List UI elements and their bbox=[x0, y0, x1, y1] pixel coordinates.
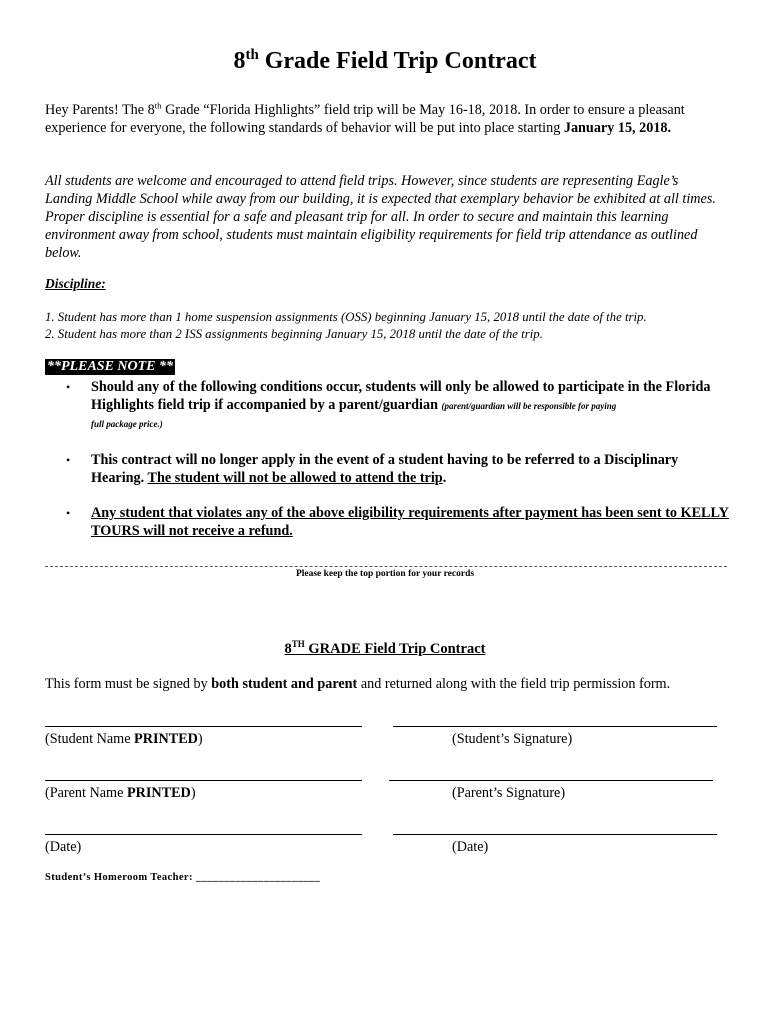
note-bullet-2-underlined: The student will not be allowed to attend the trip bbox=[147, 470, 443, 486]
intro-superscript: th bbox=[154, 100, 162, 111]
intro-paragraph bbox=[45, 101, 717, 137]
form-instructions-1: This form must be signed by bbox=[45, 676, 212, 692]
date-label-left: (Date) bbox=[45, 839, 82, 855]
bullet-icon: • bbox=[66, 380, 71, 394]
student-name-label-b: PRINTED bbox=[134, 731, 198, 747]
form-title bbox=[0, 641, 770, 658]
form-instructions-bold: both student and parent bbox=[211, 676, 358, 692]
intro-start-date: January 15, 2018. bbox=[563, 120, 672, 136]
note-bullet-1-text: Should any of the following conditions occur, students will only be allowed to participate in the Florida Highlights field trip if accompanied by a parent/guardian bbox=[91, 379, 711, 413]
parent-name-label-c: ) bbox=[190, 785, 196, 801]
cut-line-divider bbox=[45, 566, 727, 567]
discipline-heading: Discipline: bbox=[45, 276, 106, 291]
parent-name-label-a: (Parent Name bbox=[45, 785, 127, 801]
student-signature-label: (Student’s Signature) bbox=[452, 731, 573, 747]
parent-signature-line[interactable] bbox=[389, 780, 713, 781]
student-signature-line[interactable] bbox=[393, 726, 717, 727]
form-title-text: GRADE Field Trip Contract bbox=[304, 641, 486, 657]
page-title bbox=[0, 48, 770, 75]
form-title-number: 8 bbox=[284, 641, 292, 657]
student-name-label-a: (Student Name bbox=[45, 731, 135, 747]
title-number: 8 bbox=[233, 48, 246, 74]
note-bullet-3: Any student that violates any of the above eligibility requirements after payment has been sent to KELLY TOURS will not receive a refund. bbox=[91, 505, 729, 539]
discipline-item-1: 1. Student has more than 1 home suspension assignments (OSS) beginning January 15, 2018 until the date of the trip. bbox=[45, 310, 647, 324]
form-instructions-2: and returned along with the field trip permission form. bbox=[357, 676, 671, 692]
student-name-line[interactable] bbox=[45, 726, 362, 727]
keep-records-note: Please keep the top portion for your records bbox=[295, 569, 475, 579]
date-line-right[interactable] bbox=[393, 834, 717, 835]
parent-signature-label: (Parent’s Signature) bbox=[452, 785, 566, 801]
note-bullet-1-continuation: full package price.) bbox=[91, 419, 163, 429]
title-text: Grade Field Trip Contract bbox=[258, 48, 537, 74]
note-bullet-1-small: (parent/guardian will be responsible for paying bbox=[441, 401, 617, 411]
date-line-left[interactable] bbox=[45, 834, 362, 835]
note-bullet-1 bbox=[91, 378, 731, 415]
parent-name-label bbox=[45, 785, 196, 802]
student-name-label bbox=[45, 731, 203, 748]
parent-name-label-b: PRINTED bbox=[126, 785, 191, 801]
date-label-right: (Date) bbox=[452, 839, 489, 855]
form-title-superscript: TH bbox=[291, 639, 305, 650]
form-instructions bbox=[45, 676, 670, 693]
title-superscript: th bbox=[245, 47, 259, 63]
note-bullet-2-text: This contract will no longer apply in the event of a student having to be referred to a Disciplinary Hearing. bbox=[91, 452, 679, 486]
please-note-label: **PLEASE NOTE ** bbox=[47, 359, 174, 374]
note-bullet-2 bbox=[91, 451, 731, 487]
student-name-label-c: ) bbox=[197, 731, 203, 747]
policy-paragraph: All students are welcome and encouraged to attend field trips. However, since students are representing Eagle’s Landing Middle School while away from our building, it is expected that exemplary behavior be exhibited at all times. Proper discipline is essential for a safe and pleasant trip for all. In order to secure and maintain this learning environment away from school, students must maintain eligibility requirements for field trip attendance as outlined below. bbox=[45, 173, 716, 261]
intro-text-2: Grade “Florida Highlights” field trip will be May 16-18, 2018. In order to ensure a pleasant experience for everyone, the following standards of behavior will be put into place starting bbox=[45, 102, 685, 136]
discipline-item-2: 2. Student has more than 2 ISS assignments beginning January 15, 2018 until the date of the trip. bbox=[45, 327, 543, 341]
note-bullet-2-end: . bbox=[442, 470, 447, 486]
intro-text-1: Hey Parents! The 8 bbox=[45, 102, 155, 118]
homeroom-teacher-field[interactable]: Student’s Homeroom Teacher: ______________________ bbox=[45, 872, 321, 883]
parent-name-line[interactable] bbox=[45, 780, 362, 781]
bullet-icon: • bbox=[66, 453, 71, 467]
bullet-icon: • bbox=[66, 506, 71, 520]
